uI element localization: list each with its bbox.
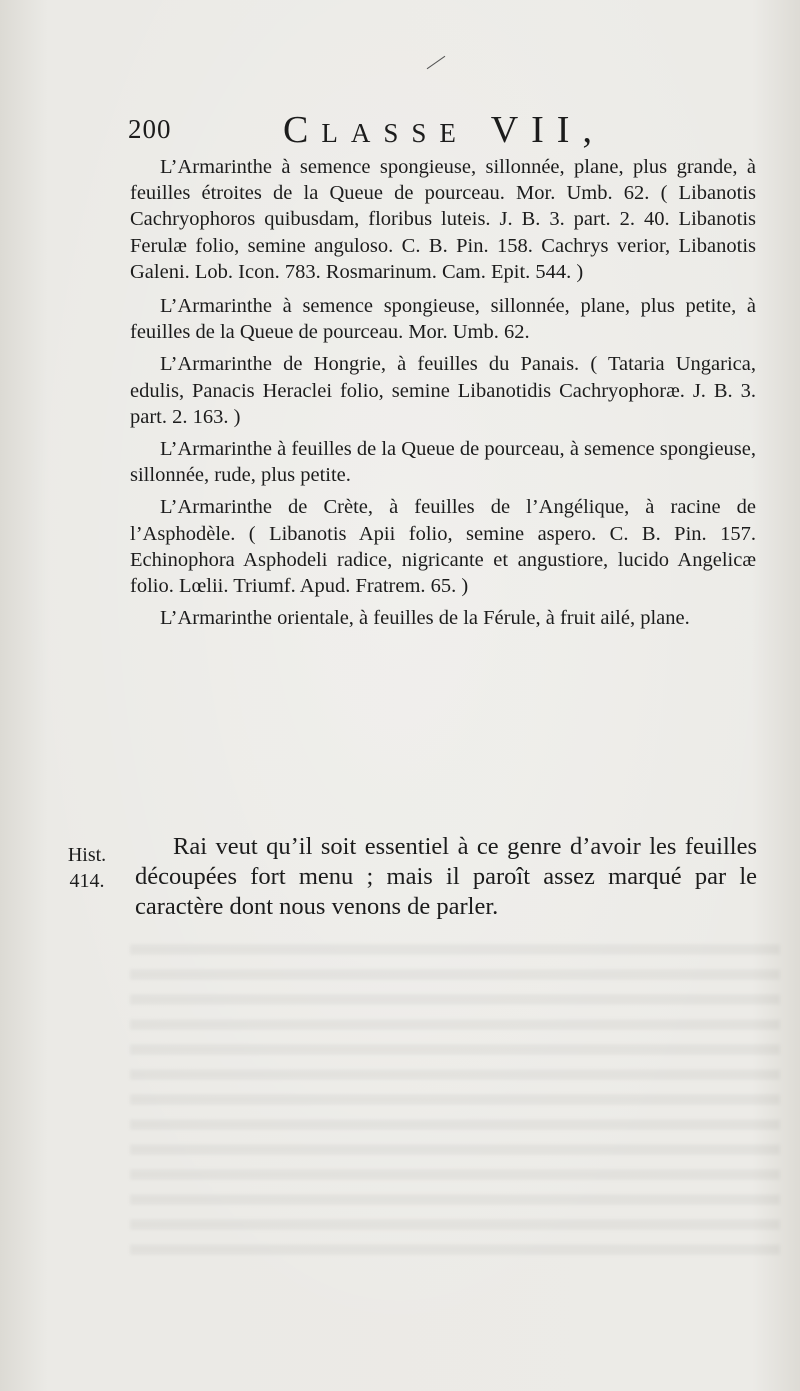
entry-armarinthe-crete: L’Armarinthe de Crète, à feuilles de l’Angélique, à racine de l’Asphodèle. ( Libanotis Apii folio, semine aspero. C. B. Pin. 157. Echinophora Asphodeli radice, nigricante et angustiore, lucido Angelicæ folio. Lœlii. Triumf. Apud. Fratrem. 65. ) [130, 496, 756, 598]
commentary-note: Rai veut qu’il soit essentiel à ce genre d’avoir les feuilles découpées fort menu ; mais il paroît assez marqué par le caractère dont nous venons de parler. [135, 833, 757, 920]
page-number: 200 [128, 114, 172, 144]
entry-armarinthe-grande: L’Armarinthe à semence spongieuse, sillonnée, plane, plus grande, à feuilles étroites de la Queue de pourceau. Mor. Umb. 62. ( Libanotis Cachryophoros quibusdam, floribus luteis. J. B. 3. part. 2. 40. Libanotis Ferulæ folio, semine anguloso. C. B. Pin. 158. Cachrys verior, Libanotis Galeni. Lob. Icon. 783. Rosmarinum. Cam. Epit. 544. ) [130, 156, 756, 283]
page-header [128, 108, 768, 152]
entry-armarinthe-petite: L’Armarinthe à semence spongieuse, sillonnée, plane, plus petite, à feuilles de la Queue de pourceau. Mor. Umb. 62. [130, 295, 756, 344]
running-head: CLASSE VII, [283, 109, 605, 151]
margin-reference [52, 842, 122, 894]
ink-stroke-mark [427, 56, 446, 69]
margin-ref-line1: Hist. [67, 844, 107, 866]
entry-armarinthe-hongrie: L’Armarinthe de Hongrie, à feuilles du Panais. ( Tataria Ungarica, edulis, Panacis Heraclei folio, semine Libanotidis Cachryophoræ. J. B. 3. part. 2. 163. ) [130, 353, 756, 428]
entry-armarinthe-orientale: L’Armarinthe orientale, à feuilles de la Férule, à fruit ailé, plane. [160, 607, 690, 630]
margin-ref-line2: 414. [69, 870, 105, 892]
entries-list [130, 154, 756, 637]
bleed-through-texture [130, 930, 780, 1260]
entry-armarinthe-queue-pourceau: L’Armarinthe à feuilles de la Queue de pourceau, à semence spongieuse, sillonnée, rude, plus petite. [130, 438, 756, 487]
